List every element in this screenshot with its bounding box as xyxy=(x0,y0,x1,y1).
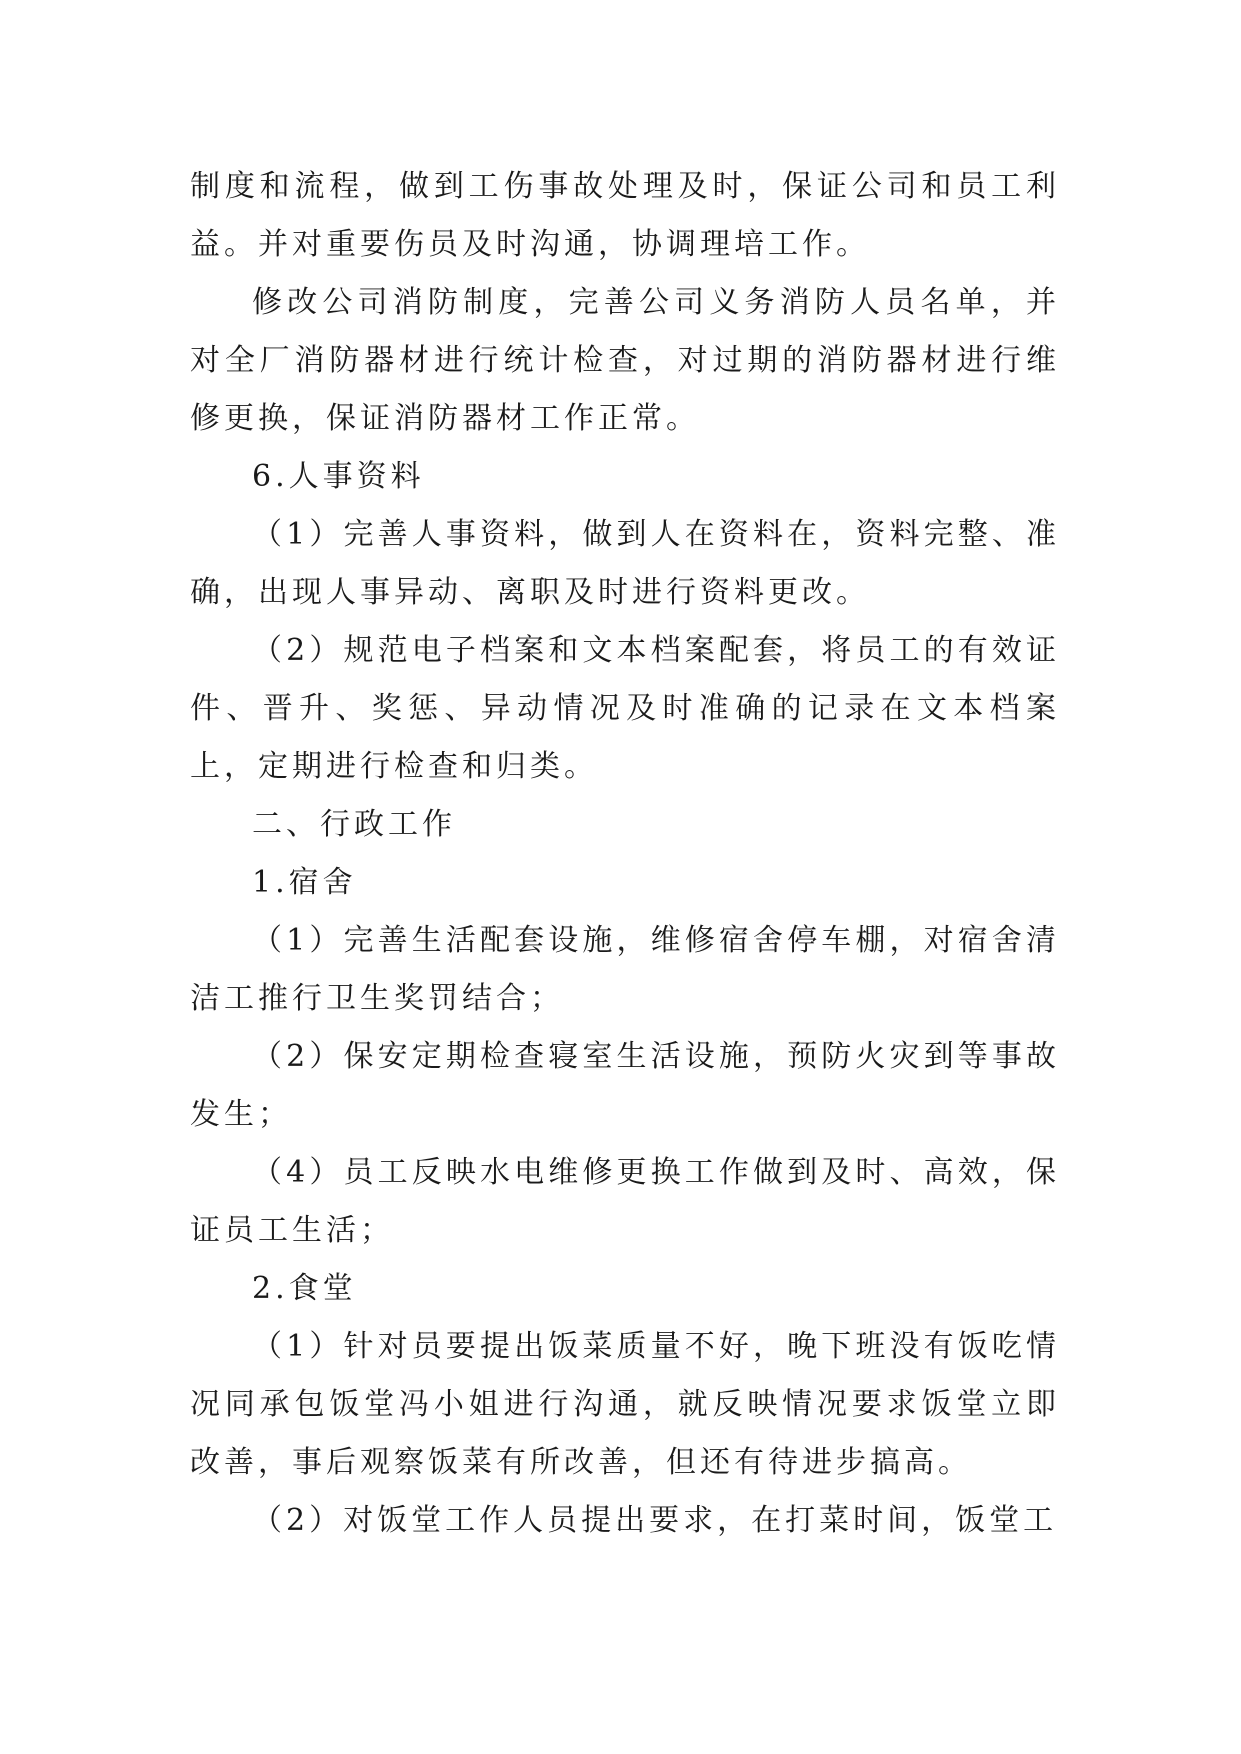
paragraph-8: （1）完善生活配套设施，维修宿舍停车棚，对宿舍清洁工推行卫生奖罚结合； xyxy=(190,923,1060,1016)
paragraph-10: （4）员工反映水电维修更换工作做到及时、高效，保证员工生活； xyxy=(190,1155,1060,1248)
section-heading-canteen: 2.食堂 xyxy=(252,1271,357,1306)
document-body xyxy=(190,158,1060,1550)
paragraph-2: 修改公司消防制度，完善公司义务消防人员名单，并对全厂消防器材进行统计检查，对过期的消防器材进行维修更换，保证消防器材工作正常。 xyxy=(190,285,1060,436)
section-heading-personnel-records: 6.人事资料 xyxy=(252,459,425,494)
paragraph-13: （2）对饭堂工作人员提出要求，在打菜时间，饭堂工 xyxy=(252,1503,1058,1538)
section-heading-admin-work: 二、行政工作 xyxy=(252,807,456,842)
paragraph-1: 制度和流程，做到工伤事故处理及时，保证公司和员工利益。并对重要伤员及时沟通，协调理培工作。 xyxy=(190,169,1060,262)
paragraph-4: （1）完善人事资料，做到人在资料在，资料完整、准确，出现人事异动、离职及时进行资料更改。 xyxy=(190,517,1060,610)
paragraph-9: （2）保安定期检查寝室生活设施，预防火灾到等事故发生； xyxy=(190,1039,1060,1132)
paragraph-12: （1）针对员要提出饭菜质量不好，晚下班没有饭吃情况同承包饭堂冯小姐进行沟通，就反映情况要求饭堂立即改善，事后观察饭菜有所改善，但还有待进步搞高。 xyxy=(190,1329,1060,1480)
section-heading-dormitory: 1.宿舍 xyxy=(252,865,357,900)
paragraph-5: （2）规范电子档案和文本档案配套，将员工的有效证件、晋升、奖惩、异动情况及时准确的记录在文本档案上，定期进行检查和归类。 xyxy=(190,633,1060,784)
